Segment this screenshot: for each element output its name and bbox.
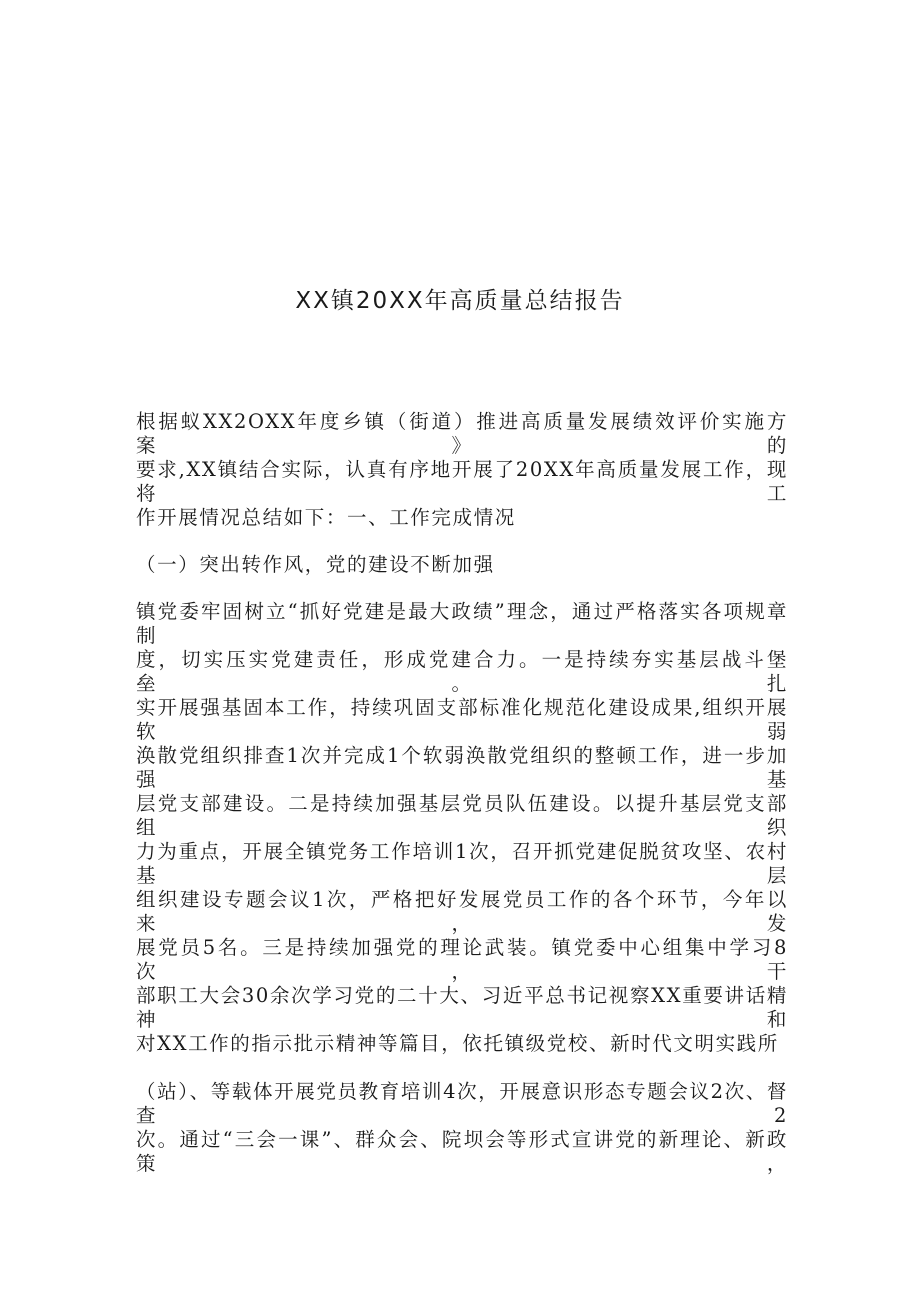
paragraph-line: 镇党委牢固树立“抓好党建是最大政绩”理念，通过严格落实各项规章制 (136, 600, 788, 647)
paragraph-line: 作开展情况总结如下：一、工作完成情况 (136, 506, 516, 529)
section-heading: （一）突出转作风，党的建设不断加强 (136, 553, 495, 576)
paragraph-line: 实开展强基固本工作，持续巩固支部标准化规范化建设成果,组织开展软弱 (136, 696, 788, 743)
paragraph-line: 要求,XX镇结合实际，认真有序地开展了20XX年高质量发展工作，现将工 (136, 458, 788, 505)
paragraph-line: 力为重点，开展全镇党务工作培训1次，召开抓党建促脱贫攻坚、农村基层 (136, 840, 788, 887)
paragraph-line: 层党支部建设。二是持续加强基层党员队伍建设。以提升基层党支部组织 (136, 792, 788, 839)
paragraph-line: 组织建设专题会议1次，严格把好发展党员工作的各个环节，今年以来，发 (136, 888, 788, 935)
paragraph-line: 涣散党组织排查1次并完成1个软弱涣散党组织的整顿工作，进一步加强基 (136, 744, 788, 791)
paragraph-line: 部职工大会30余次学习党的二十大、习近平总书记视察XX重要讲话精神和 (136, 984, 788, 1031)
paragraph-line: 度，切实压实党建责任，形成党建合力。一是持续夯实基层战斗堡垒。扎 (136, 648, 788, 695)
document-title: XX镇20XX年高质量总结报告 (295, 288, 625, 314)
paragraph-line: 根据蚁XX2OXX年度乡镇（街道）推进高质量发展绩效评价实施方案》的 (136, 410, 788, 457)
paragraph-line: 对XX工作的指示批示精神等篇目，依托镇级党校、新时代文明实践所 (136, 1032, 779, 1055)
paragraph-line: 次。通过“三会一课”、群众会、院坝会等形式宣讲党的新理论、新政策， (136, 1128, 788, 1175)
paragraph-line: （站）、等载体开展党员教育培训4次，开展意识形态专题会议2次、督查2 (136, 1080, 788, 1127)
paragraph-line: 展党员5名。三是持续加强党的理论武装。镇党委中心组集中学习8次，干 (136, 936, 788, 983)
